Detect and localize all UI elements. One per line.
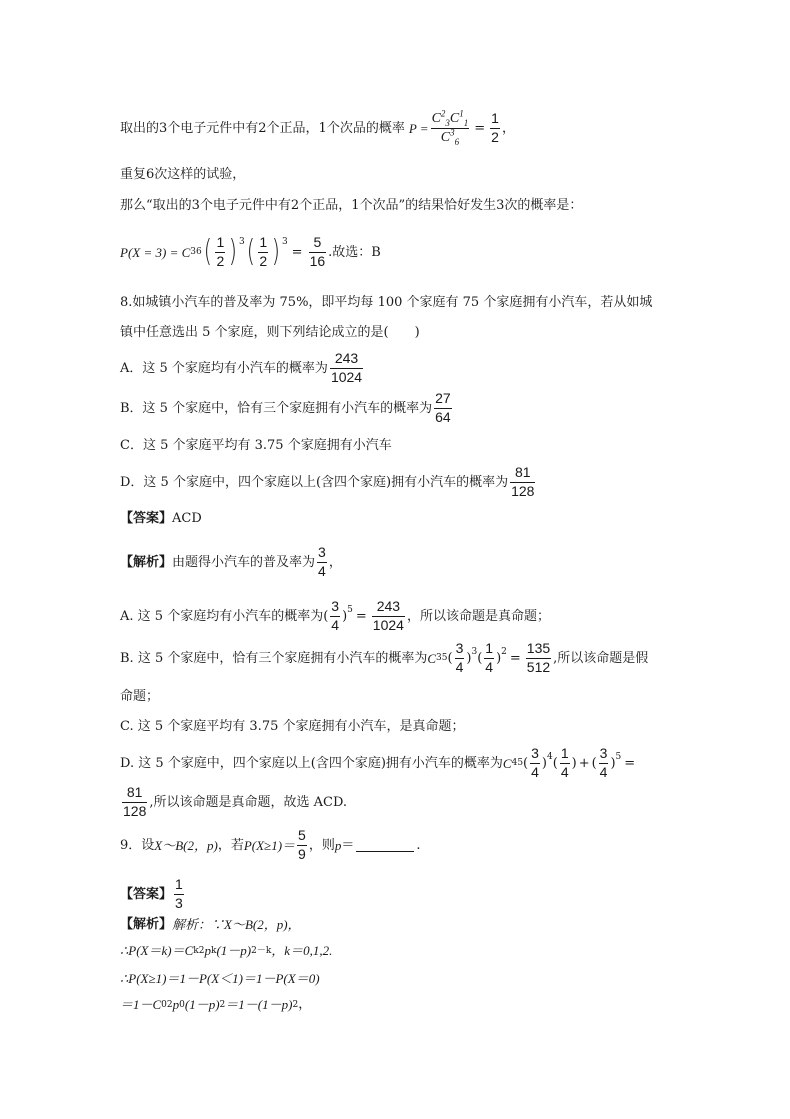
denominator: 2 [216,252,225,269]
denominator: 9 [298,845,306,862]
text: (1－p) [184,997,220,1012]
variable-p: p [334,837,342,853]
denominator: 1024 [330,368,363,385]
q8-answer [120,512,202,525]
denominator: 64 [435,408,451,425]
q8-step-d-result [120,784,347,820]
numerator: 243 [376,598,401,615]
answer-label: 【答案】 [120,511,173,526]
q8-step-d: D. 这 5 个家庭中，四个家庭以上(含四个家庭)拥有小汽车的概率为 C 4 5 ( $\frac{3}{4}$ ) $^4$ ( $\frac{1}{4}$ ) + ( $\frac{3}{4}$ ) $^5$ = [120,745,636,780]
numerator: 135 [526,640,551,657]
fraction [215,235,225,269]
q9-analysis-line2: ∴P(X＝k)＝C k 2 p k (1－p) 2－k ，k＝0,1,2. [120,943,333,958]
paren: ( [523,755,529,771]
formula-p-x-3: P(X = 3) = C 3 6 ( $\frac{1}{2}$ ) $^3$ ( $\frac{1}{2}$ ) $^3$ = $\frac{5}{16}$ .故选：B [120,234,381,269]
half-fraction [490,111,500,145]
q8-line2 [120,326,420,339]
fraction [510,465,535,499]
paren: ) [342,608,348,624]
line-2of3-prob [120,108,515,148]
denominator: 2 [491,128,499,145]
tail: ， [328,554,342,570]
analysis-label: 【解析】 [120,554,173,570]
text: . [416,837,421,853]
p-label: P = [408,120,429,136]
fraction [330,351,363,385]
answer-fraction [174,877,184,911]
condition: P(X≥1)＝ [243,837,296,853]
equals: = [624,755,636,771]
numerator: 81 [515,464,531,481]
numerator: 1 [560,745,569,762]
fraction [455,641,465,675]
text: ，若 [217,837,244,853]
paren: ( [477,650,483,666]
sub: 6 [454,136,460,147]
q8-option-c [120,439,392,452]
paren: ( [203,234,212,269]
text: 镇中任意选出 5 个家庭，则下列结论成立的是( ) [120,325,420,340]
fraction [122,785,147,819]
fraction [530,746,540,780]
q8-step-b: B. 这 5 个家庭中，恰有三个家庭拥有小汽车的概率为 C 3 5 ( $\frac{3}{4}$ ) $^3$ ( $\frac{1}{4}$ ) $^2$ = $\frac{135}{512}$ ,所以该命题是假 [120,640,649,675]
sup: 1 [459,108,464,119]
result-fraction [309,235,327,269]
q8-step-c [120,720,465,733]
c-symbol: C [431,111,441,127]
text: ，k＝0,1,2. [271,943,333,958]
fraction [297,828,307,862]
text: 取出的3个电子元件中有2个正品，1个次品的概率 [120,120,405,136]
denominator: 128 [511,482,535,499]
numerator: 5 [298,827,306,844]
paren: ) [271,234,281,269]
c-symbol: C [440,129,451,145]
numerator: 243 [334,350,359,367]
q9-question [120,828,421,862]
equals: ＝ [341,837,355,853]
numerator: 1 [216,234,225,251]
sub: 3 [445,117,450,128]
text: C. 这 5 个家庭平均有 3.75 个家庭拥有小汽车，是真命题； [120,719,465,734]
q8-analysis [120,544,342,580]
answer-value: ACD [172,511,202,526]
numerator: 1 [485,640,494,657]
c-symbol: C [449,111,460,127]
tail: .故选：B [328,244,381,260]
equals: = [474,120,486,136]
fraction [599,746,609,780]
equals: = [509,650,521,666]
text: 由题得小汽车的普及率为 [172,554,316,570]
numerator: 3 [599,745,608,762]
denominator: 2 [259,252,268,269]
text: B. 这 5 个家庭中，恰有三个家庭拥有小汽车的概率为 [120,650,428,666]
q8-option-a [120,350,365,386]
line-then [120,199,582,212]
text: C．这 5 个家庭平均有 3.75 个家庭拥有小汽车 [120,438,392,453]
fraction [434,391,452,425]
text: 解析：∵X～B(2，p)， [172,917,301,932]
text: A. 这 5 个家庭均有小汽车的概率为 [120,608,324,624]
fraction [372,599,405,633]
text: ＝1－(1－p) [225,997,293,1012]
q9-analysis-line4: ＝1－C 0 2 p 0 (1－p) 2 ＝1－(1－p) 2 ， [120,997,312,1012]
paren: ( [323,608,329,624]
denominator: 4 [560,763,569,780]
fraction [560,746,570,780]
sup: 3 [450,126,455,137]
equals: = [291,244,303,260]
tail: ,所以该命题是假 [553,650,649,666]
text: p [204,943,211,958]
denominator: 4 [599,763,608,780]
text: B．这 5 个家庭中，恰有三个家庭拥有小汽车的概率为 [120,400,433,416]
text: A．这 5 个家庭均有小汽车的概率为 [120,360,328,376]
fraction [317,545,327,579]
combination-fraction [431,108,470,147]
paren: ( [591,755,597,771]
sup: 2 [440,108,446,119]
text: D．这 5 个家庭中，四个家庭以上(含四个家庭)拥有小汽车的概率为 [120,474,509,490]
tail: ，所以该命题是真命题； [406,608,550,624]
q9-analysis-line3 [120,972,320,985]
paren: ) [541,755,547,771]
numerator: 3 [455,640,464,657]
paren: ) [496,650,502,666]
q8-option-d [120,464,537,500]
line-repeat [120,168,245,181]
text: ，则 [308,837,335,853]
denominator: 4 [331,616,340,633]
fraction [526,641,551,675]
denominator: 512 [526,658,551,675]
q8-step-b-line2 [120,690,159,703]
fraction [330,599,340,633]
distribution: X～B(2，p) [154,837,218,853]
paren: ) [571,755,577,771]
equals: = [355,608,367,624]
answer-label: 【答案】 [120,886,173,902]
analysis-label: 【解析】 [120,917,173,932]
denominator: 128 [123,802,147,819]
q8-line1 [120,296,652,309]
denominator: 4 [485,658,494,675]
c-symbol: C [502,755,512,771]
text: ∴P(X≥1)＝1－P(X＜1)＝1－P(X＝0) [120,971,320,986]
numerator: 1 [175,876,183,893]
denominator: 3 [175,894,183,911]
fraction [484,641,494,675]
c-symbol: C [427,650,437,666]
text: 8.如城镇小汽车的普及率为 75%，即平均每 100 个家庭有 75 个家庭拥有小汽车，若从如城 [120,295,653,310]
paren: ) [610,755,616,771]
numerator: 81 [126,784,143,801]
numerator: 3 [531,745,539,762]
q9-answer [120,876,186,912]
answer-blank [356,839,414,852]
text: ， [298,997,312,1012]
fraction [258,235,268,269]
q8-step-a: A. 这 5 个家庭均有小汽车的概率为 ( $\frac{3}{4}$ ) $^5$ = $\frac{243}{1024}$ ，所以该命题是真命题； [120,598,550,633]
text: 9．设 [120,837,155,853]
numerator: 5 [313,234,322,251]
lhs: P(X = 3) = C [120,244,191,260]
denominator: 16 [309,252,326,269]
text: ∴P(X＝k)＝C [120,943,194,958]
paren: ( [246,234,255,269]
text: 那么“取出的3个电子元件中有2个正品，1个次品”的结果恰好发生3次的概率是： [120,198,583,213]
q8-option-b [120,390,454,426]
denominator: 4 [531,763,539,780]
plus: + [578,755,590,771]
text: ＝1－C [120,997,162,1012]
text: 重复6次这样的试验， [120,167,246,182]
numerator: 1 [491,110,499,127]
paren: ( [552,755,558,771]
numerator: 3 [318,544,326,561]
numerator: 1 [259,234,268,251]
text: p [172,997,180,1012]
text: D. 这 5 个家庭中，四个家庭以上(含四个家庭)拥有小汽车的概率为 [120,755,503,771]
sub: 1 [463,117,469,128]
denominator: 4 [318,562,326,579]
text: 命题； [120,689,160,704]
tail: ,所以该命题是真命题，故选 ACD. [149,794,348,810]
denominator: 1024 [372,616,404,633]
tail: ， [501,120,515,136]
q9-analysis-line1 [120,918,301,931]
numerator: 3 [331,598,340,615]
paren: ) [466,650,472,666]
paren: ( [447,650,453,666]
paren: ) [229,234,238,269]
text: (1－p) [216,943,252,958]
numerator: 27 [435,390,451,407]
denominator: 4 [455,658,464,675]
